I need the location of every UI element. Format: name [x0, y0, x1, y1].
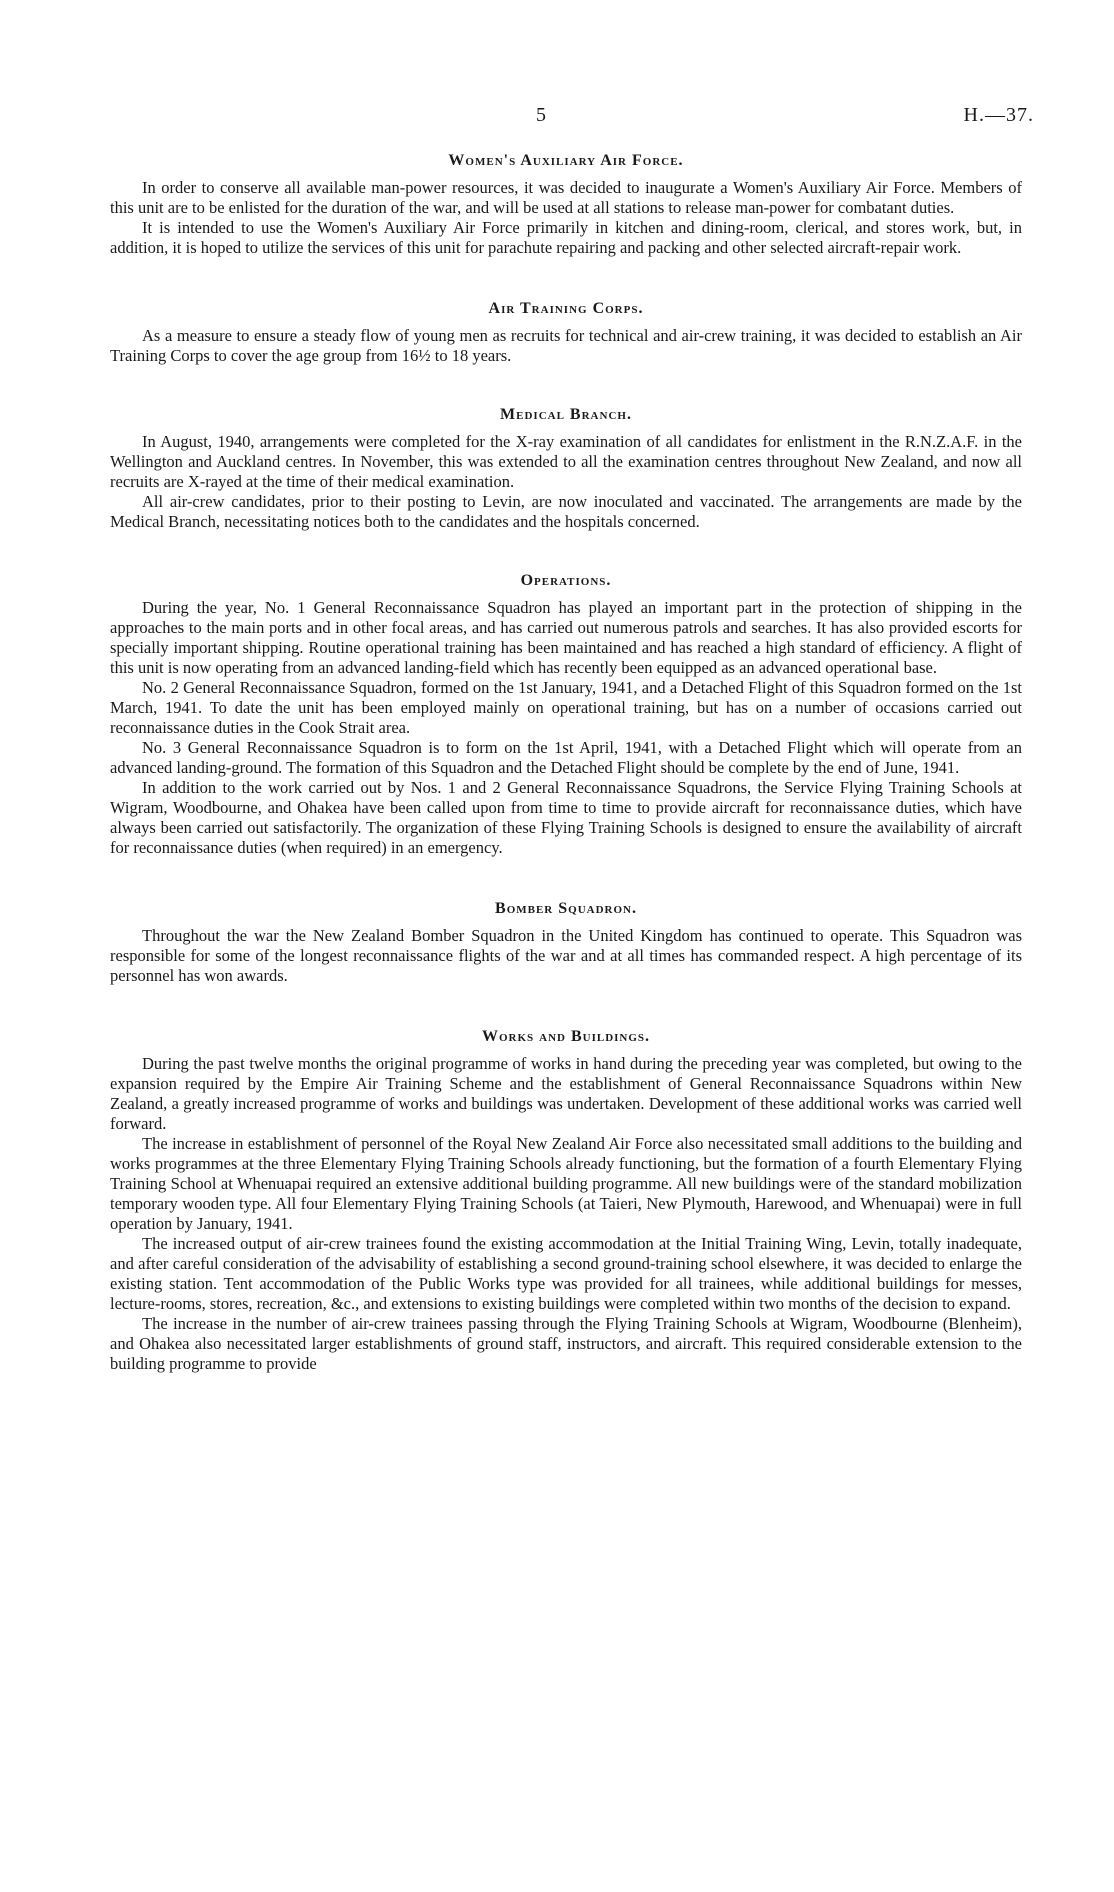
paragraph: No. 2 General Reconnaissance Squadron, formed on the 1st January, 1941, and a Detached Flight of this Squadron formed on the 1st March, 1941. To date the unit has been employed mainly on operational training, but has on a number of occasions carried out reconnaissance duties in the Cook Strait area.	[110, 678, 1022, 737]
paragraph: As a measure to ensure a steady flow of young men as recruits for technical and air-crew training, it was decided to establish an Air Training Corps to cover the age group from 16½ to 18 years.	[110, 326, 1022, 365]
page-body	[110, 150, 1022, 1374]
paragraph: During the year, No. 1 General Reconnaissance Squadron has played an important part in the protection of shipping in the approaches to the main ports and in other focal areas, and has carried out numerous patrols and searches. It has also provided escorts for specially important shipping. Routine operational training has been maintained and has reached a high standard of efficiency. A flight of this unit is now operating from an advanced landing-field which has recently been equipped as an advanced operational base.	[110, 598, 1022, 677]
section-bomber-squadron	[110, 898, 1022, 986]
paragraph: The increase in establishment of personnel of the Royal New Zealand Air Force also necessitated small additions to the building and works programmes at the three Elementary Flying Training Schools already functioning, but the formation of a fourth Elementary Flying Training School at Whenuapai required an extensive additional building programme. All new buildings were of the standard mobilization temporary wooden type. All four Elementary Flying Training Schools (at Taieri, New Plymouth, Harewood, and Whenuapai) were in full operation by January, 1941.	[110, 1134, 1022, 1233]
section-medical-branch	[110, 404, 1022, 532]
section-heading: Medical Branch.	[500, 406, 632, 423]
paragraph: It is intended to use the Women's Auxiliary Air Force primarily in kitchen and dining-room, clerical, and stores work, but, in addition, it is hoped to utilize the services of this unit for parachute repairing and packing and other selected aircraft-repair work.	[110, 218, 1022, 257]
section-heading: Air Training Corps.	[488, 300, 644, 317]
section-heading: Women's Auxiliary Air Force.	[448, 152, 684, 169]
section-womens-auxiliary-air-force	[110, 150, 1022, 258]
section-heading: Bomber Squadron.	[495, 900, 637, 917]
section-heading: Operations.	[520, 572, 612, 589]
paragraph: In addition to the work carried out by Nos. 1 and 2 General Reconnaissance Squadrons, the Service Flying Training Schools at Wigram, Woodbourne, and Ohakea have been called upon from time to time to provide aircraft for reconnaissance duties, which have always been carried out satisfactorily. The organization of these Flying Training Schools is designed to ensure the availability of aircraft for reconnaissance duties (when required) in an emergency.	[110, 778, 1022, 857]
paragraph: Throughout the war the New Zealand Bomber Squadron in the United Kingdom has continued to operate. This Squadron was responsible for some of the longest reconnaissance flights of the war and at all times has commanded respect. A high percentage of its personnel has won awards.	[110, 926, 1022, 985]
section-air-training-corps	[110, 298, 1022, 366]
section-heading: Works and Buildings.	[481, 1028, 651, 1045]
paragraph: All air-crew candidates, prior to their posting to Levin, are now inoculated and vaccinated. The arrangements are made by the Medical Branch, necessitating notices both to the candidates and the hospitals concerned.	[110, 492, 1022, 531]
section-operations	[110, 570, 1022, 858]
paragraph: During the past twelve months the original programme of works in hand during the preceding year was completed, but owing to the expansion required by the Empire Air Training Scheme and the establishment of General Reconnaissance Squadrons within New Zealand, a greatly increased programme of works and buildings was undertaken. Development of these additional works was carried well forward.	[110, 1054, 1022, 1133]
page-number: 5	[536, 104, 546, 126]
paragraph: In August, 1940, arrangements were completed for the X-ray examination of all candidates for enlistment in the R.N.Z.A.F. in the Wellington and Auckland centres. In November, this was extended to all the examination centres throughout New Zealand, and now all recruits are X-rayed at the time of their medical examination.	[110, 432, 1022, 491]
paragraph: No. 3 General Reconnaissance Squadron is to form on the 1st April, 1941, with a Detached Flight which will operate from an advanced landing-ground. The formation of this Squadron and the Detached Flight should be complete by the end of June, 1941.	[110, 738, 1022, 777]
section-works-and-buildings	[110, 1026, 1022, 1374]
paragraph: In order to conserve all available man-power resources, it was decided to inaugurate a Women's Auxiliary Air Force. Members of this unit are to be enlisted for the duration of the war, and will be used at all stations to release man-power for combatant duties.	[110, 178, 1022, 217]
page-header	[0, 104, 1114, 134]
paragraph: The increased output of air-crew trainees found the existing accommodation at the Initial Training Wing, Levin, totally inadequate, and after careful consideration of the advisability of establishing a second ground-training school elsewhere, it was decided to enlarge the existing station. Tent accommodation of the Public Works type was provided for all trainees, while additional buildings for messes, lecture-rooms, stores, recreation, &c., and extensions to existing buildings were completed within two months of the decision to expand.	[110, 1234, 1022, 1313]
document-reference: H.—37.	[963, 104, 1034, 126]
paragraph: The increase in the number of air-crew trainees passing through the Flying Training Schools at Wigram, Woodbourne (Blenheim), and Ohakea also necessitated larger establishments of ground staff, instructors, and aircraft. This required considerable extension to the building programme to provide	[110, 1314, 1022, 1373]
